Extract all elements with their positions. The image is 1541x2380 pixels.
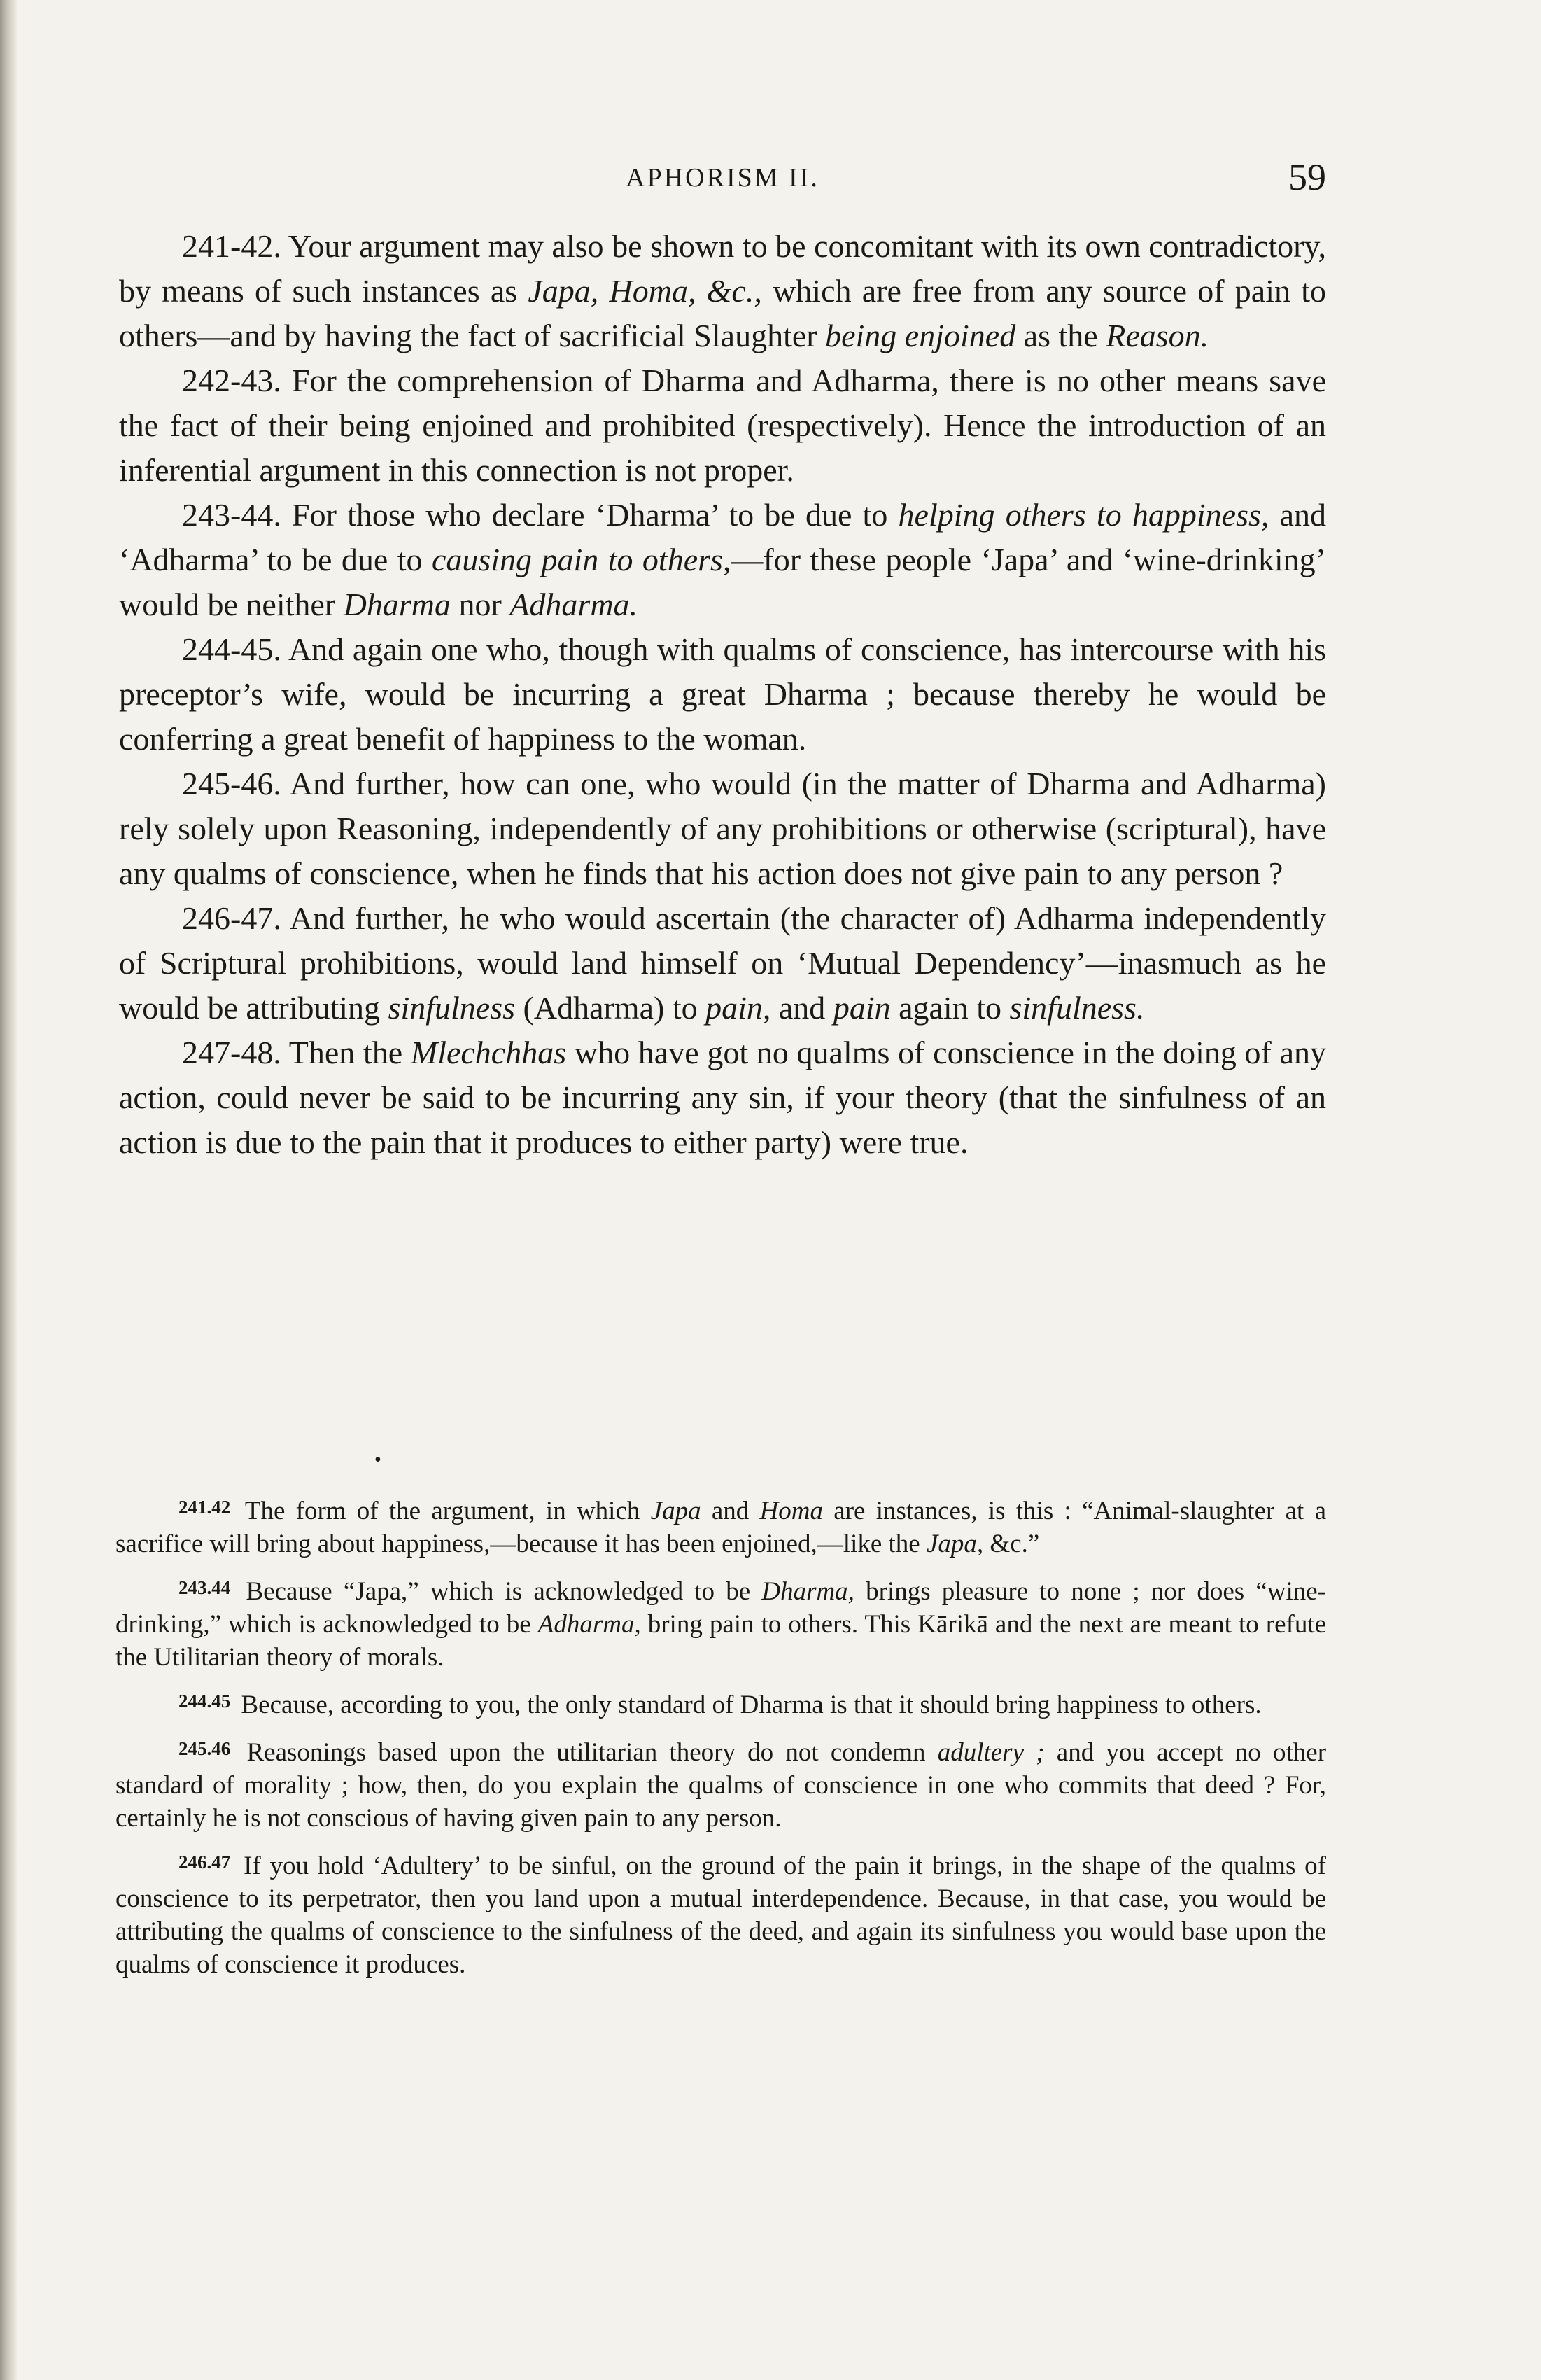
- paragraph-text: as the: [1023, 318, 1098, 354]
- paragraph-text: —for these people ‘Japa’ and ‘wine-drinking’ would be neither: [119, 542, 1326, 622]
- italic-term: Adharma,: [537, 1610, 641, 1639]
- paragraph-text: and: [778, 990, 826, 1026]
- italic-term: Dharma,: [761, 1577, 854, 1606]
- page-header: [119, 156, 1326, 204]
- paragraph-242-43: [119, 358, 1326, 493]
- italic-term: Mlechchhas: [410, 1035, 567, 1070]
- italic-term: being enjoined: [825, 318, 1016, 354]
- italic-term: causing pain to others,: [431, 542, 731, 578]
- italic-term: helping others to happiness,: [898, 497, 1269, 533]
- paragraph-text: (Adharma) to: [523, 990, 698, 1026]
- paragraph-number: 245-46.: [182, 766, 281, 802]
- scan-binding-edge: [0, 0, 18, 2380]
- paragraph-text: who have got no qualms of conscience in the doing of any action, could never be said to be incurring any sin, if your theory (that the sinfulness of an action is due to the pain that it produces to either party) were true.: [119, 1035, 1327, 1160]
- page-number: 59: [1288, 156, 1326, 198]
- paragraph-number: 243-44.: [182, 497, 281, 533]
- paragraph-text: Your argument may also be shown to be concomitant with its own contradictory, by means of such instances as: [119, 228, 1327, 309]
- paragraph-text: which are free from any source of pain to others—and by having the fact of sacrificial Slaughter: [119, 273, 1327, 354]
- footnote-text: If you hold ‘Adultery’ to be sinful, on the ground of the pain it brings, in the shape of the qualms of conscience to its perpetrator, then you land upon a mutual interdependence. Because, in that case, you would be attributing the qualms of conscience to the sinfulness of the deed, and again its sinfulness you would base upon the qualms of conscience it produces.: [115, 1851, 1326, 1979]
- paragraph-text: And further, how can one, who would (in the matter of Dharma and Adharma) rely solely upon Reasoning, independently of any prohibitions or otherwise (scriptural), have any qualms of conscience, when he finds that his action does not give pain to any person ?: [119, 766, 1326, 891]
- footnote-number: 246.47: [178, 1851, 231, 1872]
- footnote-text: Because, according to you, the only standard of Dharma is that it should bring happiness to others.: [241, 1690, 1262, 1719]
- paragraph-245-46: [119, 762, 1326, 896]
- paragraph-number: 246-47.: [182, 900, 281, 936]
- paragraph-number: 241-42.: [182, 228, 281, 264]
- footnote-number: 244.45: [178, 1690, 231, 1712]
- italic-term: sinfulness: [388, 990, 516, 1026]
- footnote-text: Because “Japa,” which is acknowledged to be: [246, 1577, 751, 1606]
- footnote-separator: •: [374, 1449, 381, 1471]
- footnote-text: &c.”: [990, 1530, 1040, 1558]
- italic-term: pain,: [705, 990, 771, 1026]
- footnote-text: The form of the argument, in which: [244, 1497, 640, 1525]
- footnote-text: Reasonings based upon the utilitarian theory do not condemn: [246, 1738, 926, 1767]
- footnote-text: bring pain to others. This Kārikā and the next are meant to refute the Utilitarian theory of morals.: [115, 1610, 1327, 1672]
- footnote-number: 245.46: [178, 1738, 231, 1759]
- footnote-text: and: [711, 1497, 750, 1525]
- paragraph-243-44: [119, 493, 1326, 627]
- paragraph-text: And again one who, though with qualms of conscience, has intercourse with his preceptor’s wife, would be incurring a great Dharma ; because thereby he would be conferring a great benefit of happiness to the woman.: [119, 631, 1326, 757]
- paragraph-text: and ‘Adharma’ to be due to: [119, 497, 1327, 578]
- paragraph-text: And further, he who would ascertain (the character of) Adharma independently of Scriptural prohibitions, would land himself on ‘Mutual Dependency’—inasmuch as he would be attributing: [119, 900, 1326, 1026]
- footnote-245-46: [115, 1732, 1326, 1835]
- paragraph-244-45: [119, 627, 1326, 762]
- footnote-number: 243.44: [178, 1577, 231, 1598]
- italic-term: Reason.: [1106, 318, 1209, 354]
- paragraph-number: 247-48.: [182, 1035, 281, 1070]
- footnote-text: brings pleasure to none ; nor does “wine-drinking,” which is acknowledged to be: [115, 1577, 1326, 1639]
- footnote-text: are instances, is this : “Animal-slaughter at a sacrifice will bring about happiness,—because it has been enjoined,—like the: [115, 1497, 1327, 1558]
- paragraph-241-42: [119, 224, 1326, 358]
- paragraph-text: Then the: [288, 1035, 403, 1070]
- paragraph-246-47: [119, 896, 1326, 1030]
- footnote-246-47: [115, 1846, 1326, 1981]
- italic-term: Adharma.: [509, 587, 638, 622]
- paragraph-text: For those who declare ‘Dharma’ to be due to: [292, 497, 888, 533]
- paragraph-number: 244-45.: [182, 631, 281, 667]
- paragraph-text: again to: [899, 990, 1001, 1026]
- footnote-244-45: [115, 1685, 1326, 1721]
- footnotes: [115, 1491, 1326, 1992]
- italic-term: Homa: [759, 1497, 823, 1525]
- italic-term: sinfulness.: [1009, 990, 1145, 1026]
- main-text: [119, 224, 1326, 1165]
- italic-term: Japa,: [926, 1530, 984, 1558]
- footnote-text: and you accept no other standard of morality ; how, then, do you explain the qualms of conscience in one who commits that deed ? For, certainly he is not conscious of having given pain to any person.: [115, 1738, 1327, 1833]
- italic-term: adultery ;: [937, 1738, 1045, 1767]
- italic-term: pain: [833, 990, 891, 1026]
- running-head: APHORISM II.: [626, 163, 819, 192]
- footnote-241-42: [115, 1491, 1326, 1560]
- italic-term: Japa, Homa, &c.,: [528, 273, 762, 309]
- paragraph-text: For the comprehension of Dharma and Adharma, there is no other means save the fact of their being enjoined and prohibited (respectively). Hence the introduction of an inferential argument in this connection is not proper.: [119, 363, 1327, 488]
- footnote-number: 241.42: [178, 1497, 231, 1518]
- paragraph-247-48: [119, 1030, 1326, 1165]
- italic-term: Dharma: [343, 587, 451, 622]
- paragraph-number: 242-43.: [182, 363, 281, 398]
- italic-term: Japa: [650, 1497, 701, 1525]
- footnote-243-44: [115, 1572, 1326, 1674]
- paragraph-text: nor: [458, 587, 502, 622]
